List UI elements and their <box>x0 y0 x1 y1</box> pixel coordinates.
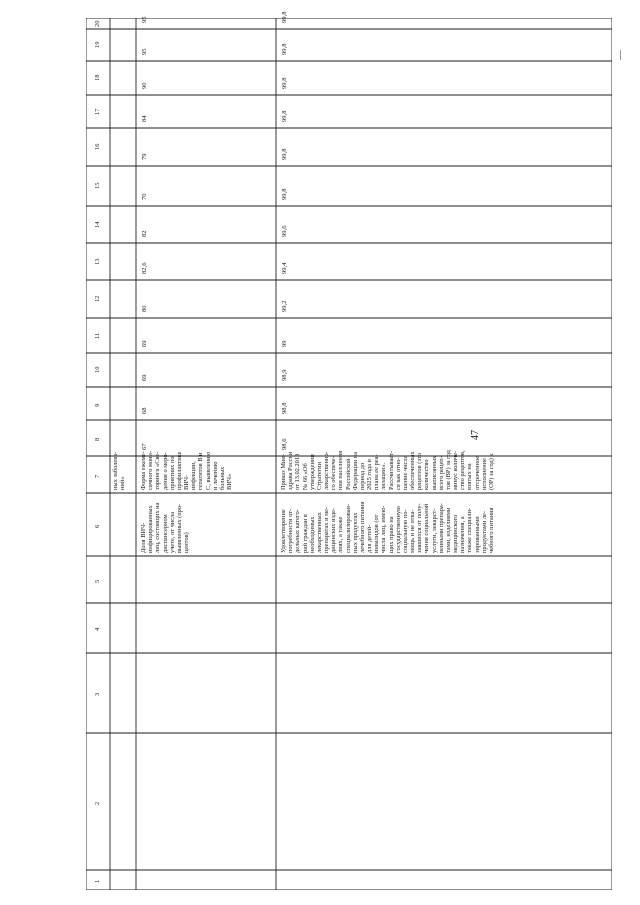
indicator-source-cell-line: Форма ежеме- <box>140 451 147 490</box>
indicator-name-cell-line: щих право на <box>387 516 395 553</box>
value-cell: 98,6 <box>281 438 288 450</box>
indicator-source-cell-line: ния населения <box>337 450 345 490</box>
indicator-name-cell-line: выявленных (про- <box>175 503 183 553</box>
indicator-source-cell-line: ний» <box>119 476 127 490</box>
indicator-source-cell-line: ство рецептов, <box>459 450 467 490</box>
indicator-source-cell-line: тов (ВР) за год <box>444 450 452 490</box>
indicator-source-cell-line: взятых на <box>466 463 474 490</box>
indicator-name-cell-line: лиях, а также <box>337 516 345 553</box>
value-cell: 99,8 <box>281 188 288 200</box>
column-header-15: 15 <box>94 182 101 189</box>
value-cell: 79 <box>141 153 148 160</box>
value-cell: 70 <box>141 193 148 200</box>
indicator-source-cell-line: от 13.02.2013 <box>294 453 302 490</box>
column-header-19: 19 <box>94 41 101 48</box>
indicator-name-cell-line: чебного питания <box>487 507 495 553</box>
value-cell: 99,8 <box>281 110 288 122</box>
indicator-name-cell-line: завшихся от полу- <box>416 503 424 553</box>
indicator-source-cell-line: минус количе- <box>452 450 460 490</box>
value-cell: 99,2 <box>281 300 288 312</box>
column-header-2: 2 <box>94 801 101 805</box>
column-header-1: 1 <box>94 879 101 883</box>
indicator-source-cell-line: приятиях по <box>168 456 176 490</box>
value-cell: 99,8 <box>281 77 288 89</box>
indicator-source-cell-line: ВИЧ» <box>226 473 234 490</box>
indicator-source-cell-line: № 66 «Об <box>301 463 309 490</box>
indicator-name-cell-line: также специали- <box>466 507 474 553</box>
indicator-source-cell-line: рецептов (это <box>416 452 424 490</box>
page-number: 47 <box>470 430 481 440</box>
value-cell: 90 <box>141 82 148 89</box>
value-cell: 95 <box>141 16 148 23</box>
indicator-name-cell-line: лиц, состоящих на <box>154 502 162 553</box>
indicator-source-cell-line: Федерации на <box>351 451 359 490</box>
indicator-name-cell-line: центов) <box>183 532 191 553</box>
value-cell: 98,9 <box>281 369 288 381</box>
indicator-name-cell-line: назначения, а <box>459 516 467 553</box>
indicator-source-cell <box>140 451 233 490</box>
indicator-source-cell-line: торинга «Све- <box>154 451 162 490</box>
value-cell: 99,8 <box>281 43 288 55</box>
value-cell: 95 <box>141 48 148 55</box>
indicator-source-cell-line: Приказ Мин- <box>280 454 287 490</box>
indicator-name-cell-line: диспансерном <box>161 514 169 553</box>
indicator-name-cell-line: чения социальной <box>423 503 431 553</box>
column-header-6: 6 <box>94 524 101 528</box>
value-cell: 67 <box>141 443 148 450</box>
value-cell: 99,4 <box>281 262 288 274</box>
value-cell: 68 <box>141 407 148 414</box>
indicator-name-cell-line: зированными <box>473 516 481 553</box>
indicator-source-cell-line: го обеспече- <box>330 456 338 490</box>
indicator-source-cell-line: исполнение <box>480 458 488 490</box>
column-header-10: 10 <box>94 366 101 373</box>
indicator-source-cell <box>112 452 126 490</box>
indicator-source-cell-line: дения о меро- <box>161 452 169 490</box>
indicator-name-cell-line: лечебного питания <box>358 501 366 553</box>
value-cell: 99 <box>281 340 288 347</box>
indicator-source-cell-line: количество <box>423 459 431 490</box>
indicator-source-cell-line: лизации». <box>380 462 388 490</box>
indicator-source-cell-line: сячного мони- <box>147 450 155 490</box>
indicator-source-cell-line: плана ее реа- <box>373 454 381 490</box>
indicator-name-cell-line: дицинских изде- <box>330 507 338 553</box>
column-header-5: 5 <box>94 579 101 583</box>
indicator-source-cell-line: Российской <box>344 458 352 490</box>
indicator-name-cell-line: ных продуктах <box>351 512 359 553</box>
indicator-source-cell-line: ВИЧ- <box>183 474 191 490</box>
indicator-source-cell-line: (ОР) за год) к <box>487 453 495 490</box>
indicator-name-cell-line: социальную по- <box>401 509 409 553</box>
indicator-name-cell-line: необходимых <box>308 516 316 553</box>
indicator-source-cell-line: лекарственно- <box>323 451 331 490</box>
indicator-source-cell-line: гепатитов В и <box>197 452 205 490</box>
indicator-source-cell <box>280 450 495 490</box>
indicator-source-cell-line: ных заболева- <box>112 451 119 490</box>
value-cell: 99,6 <box>281 225 288 237</box>
column-header-8: 8 <box>94 437 101 441</box>
indicator-source-cell-line: Рассчитывает- <box>387 450 395 490</box>
column-header-3: 3 <box>94 692 101 696</box>
value-cell: 69 <box>141 340 148 347</box>
indicator-name-cell-line: специализирован- <box>344 503 352 553</box>
indicator-source-cell-line: утверждении <box>308 454 316 490</box>
column-header-12: 12 <box>94 295 101 302</box>
value-cell: 98,8 <box>281 402 288 414</box>
indicator-name-cell-line: медицинского <box>452 514 460 553</box>
indicator-name-cell <box>280 502 495 553</box>
indicator-name-cell <box>140 503 190 553</box>
indicator-name-cell-line: государственную <box>394 506 402 553</box>
column-header-7: 7 <box>94 474 101 478</box>
indicator-name-cell-line: дельных катего- <box>294 509 302 553</box>
indicator-source-cell-line: обеспеченных <box>409 451 417 490</box>
value-cell: 69 <box>141 374 148 381</box>
indicator-name-cell-line: числа лиц, имею- <box>380 505 388 553</box>
indicator-name-cell-line: Доля ВИЧ- <box>140 522 147 553</box>
value-cell: 82,6 <box>141 262 148 274</box>
column-header-17: 17 <box>94 108 101 115</box>
indicator-name-cell-line: Удовлетворение <box>280 509 287 553</box>
page-edge-mark <box>620 50 621 60</box>
indicator-source-cell-line: ся как отно- <box>394 457 402 490</box>
indicator-name-cell-line: тами, изделиями <box>444 507 452 553</box>
indicator-table <box>86 11 612 890</box>
value-cell: 82 <box>141 230 148 237</box>
value-cell: 99,8 <box>281 11 288 23</box>
value-cell: 84 <box>141 115 148 122</box>
indicator-name-cell-line: продуктами ле- <box>480 510 488 553</box>
indicator-name-cell-line: потребности от- <box>287 508 295 553</box>
indicator-source-cell-line: и лечению <box>211 461 219 490</box>
indicator-source-cell-line: Стратегии <box>315 461 323 490</box>
column-header-9: 9 <box>94 403 101 407</box>
value-cell: 80 <box>141 305 148 312</box>
indicator-source-cell-line: отсроченное <box>473 455 481 490</box>
indicator-source-cell-line: здрава России <box>287 451 295 490</box>
column-header-4: 4 <box>94 627 101 631</box>
column-header-16: 16 <box>94 143 101 150</box>
indicator-name-cell-line: учете, от числа <box>168 511 176 553</box>
indicator-name-cell-line: препаратах и ме- <box>323 506 331 553</box>
indicator-name-cell-line: услуги, лекарст- <box>430 508 438 553</box>
column-header-11: 11 <box>94 332 101 339</box>
indicator-name-cell-line: лекарственных <box>315 512 323 553</box>
column-header-20: 20 <box>94 20 101 27</box>
indicator-name-cell-line: для детей- <box>366 524 374 553</box>
indicator-name-cell-line: рий граждан в <box>301 514 309 553</box>
indicator-source-cell-line: выписанных <box>430 455 438 490</box>
indicator-name-cell-line: мощь и не отка- <box>409 509 417 553</box>
indicator-name-cell-line: венными препара- <box>437 503 445 553</box>
indicator-source-cell-line: период до <box>358 462 366 490</box>
indicator-source-cell-line: шение числа <box>401 455 409 490</box>
value-cell: 99,8 <box>281 148 288 160</box>
indicator-source-cell-line: 2025 года и <box>366 459 374 490</box>
indicator-source-cell-line: больных <box>218 466 226 490</box>
column-header-13: 13 <box>94 258 101 265</box>
indicator-source-cell-line: всего рецеп- <box>437 456 445 490</box>
column-header-14: 14 <box>94 221 101 228</box>
indicator-name-cell-line: инфицированных <box>147 505 155 553</box>
indicator-source-cell-line: инфекции, <box>190 461 198 490</box>
indicator-source-cell-line: профилактике <box>175 451 183 490</box>
indicator-source-cell-line: С, выявлению <box>204 451 212 490</box>
indicator-name-cell-line: инвалидов (от <box>373 514 381 553</box>
column-header-18: 18 <box>94 74 101 81</box>
